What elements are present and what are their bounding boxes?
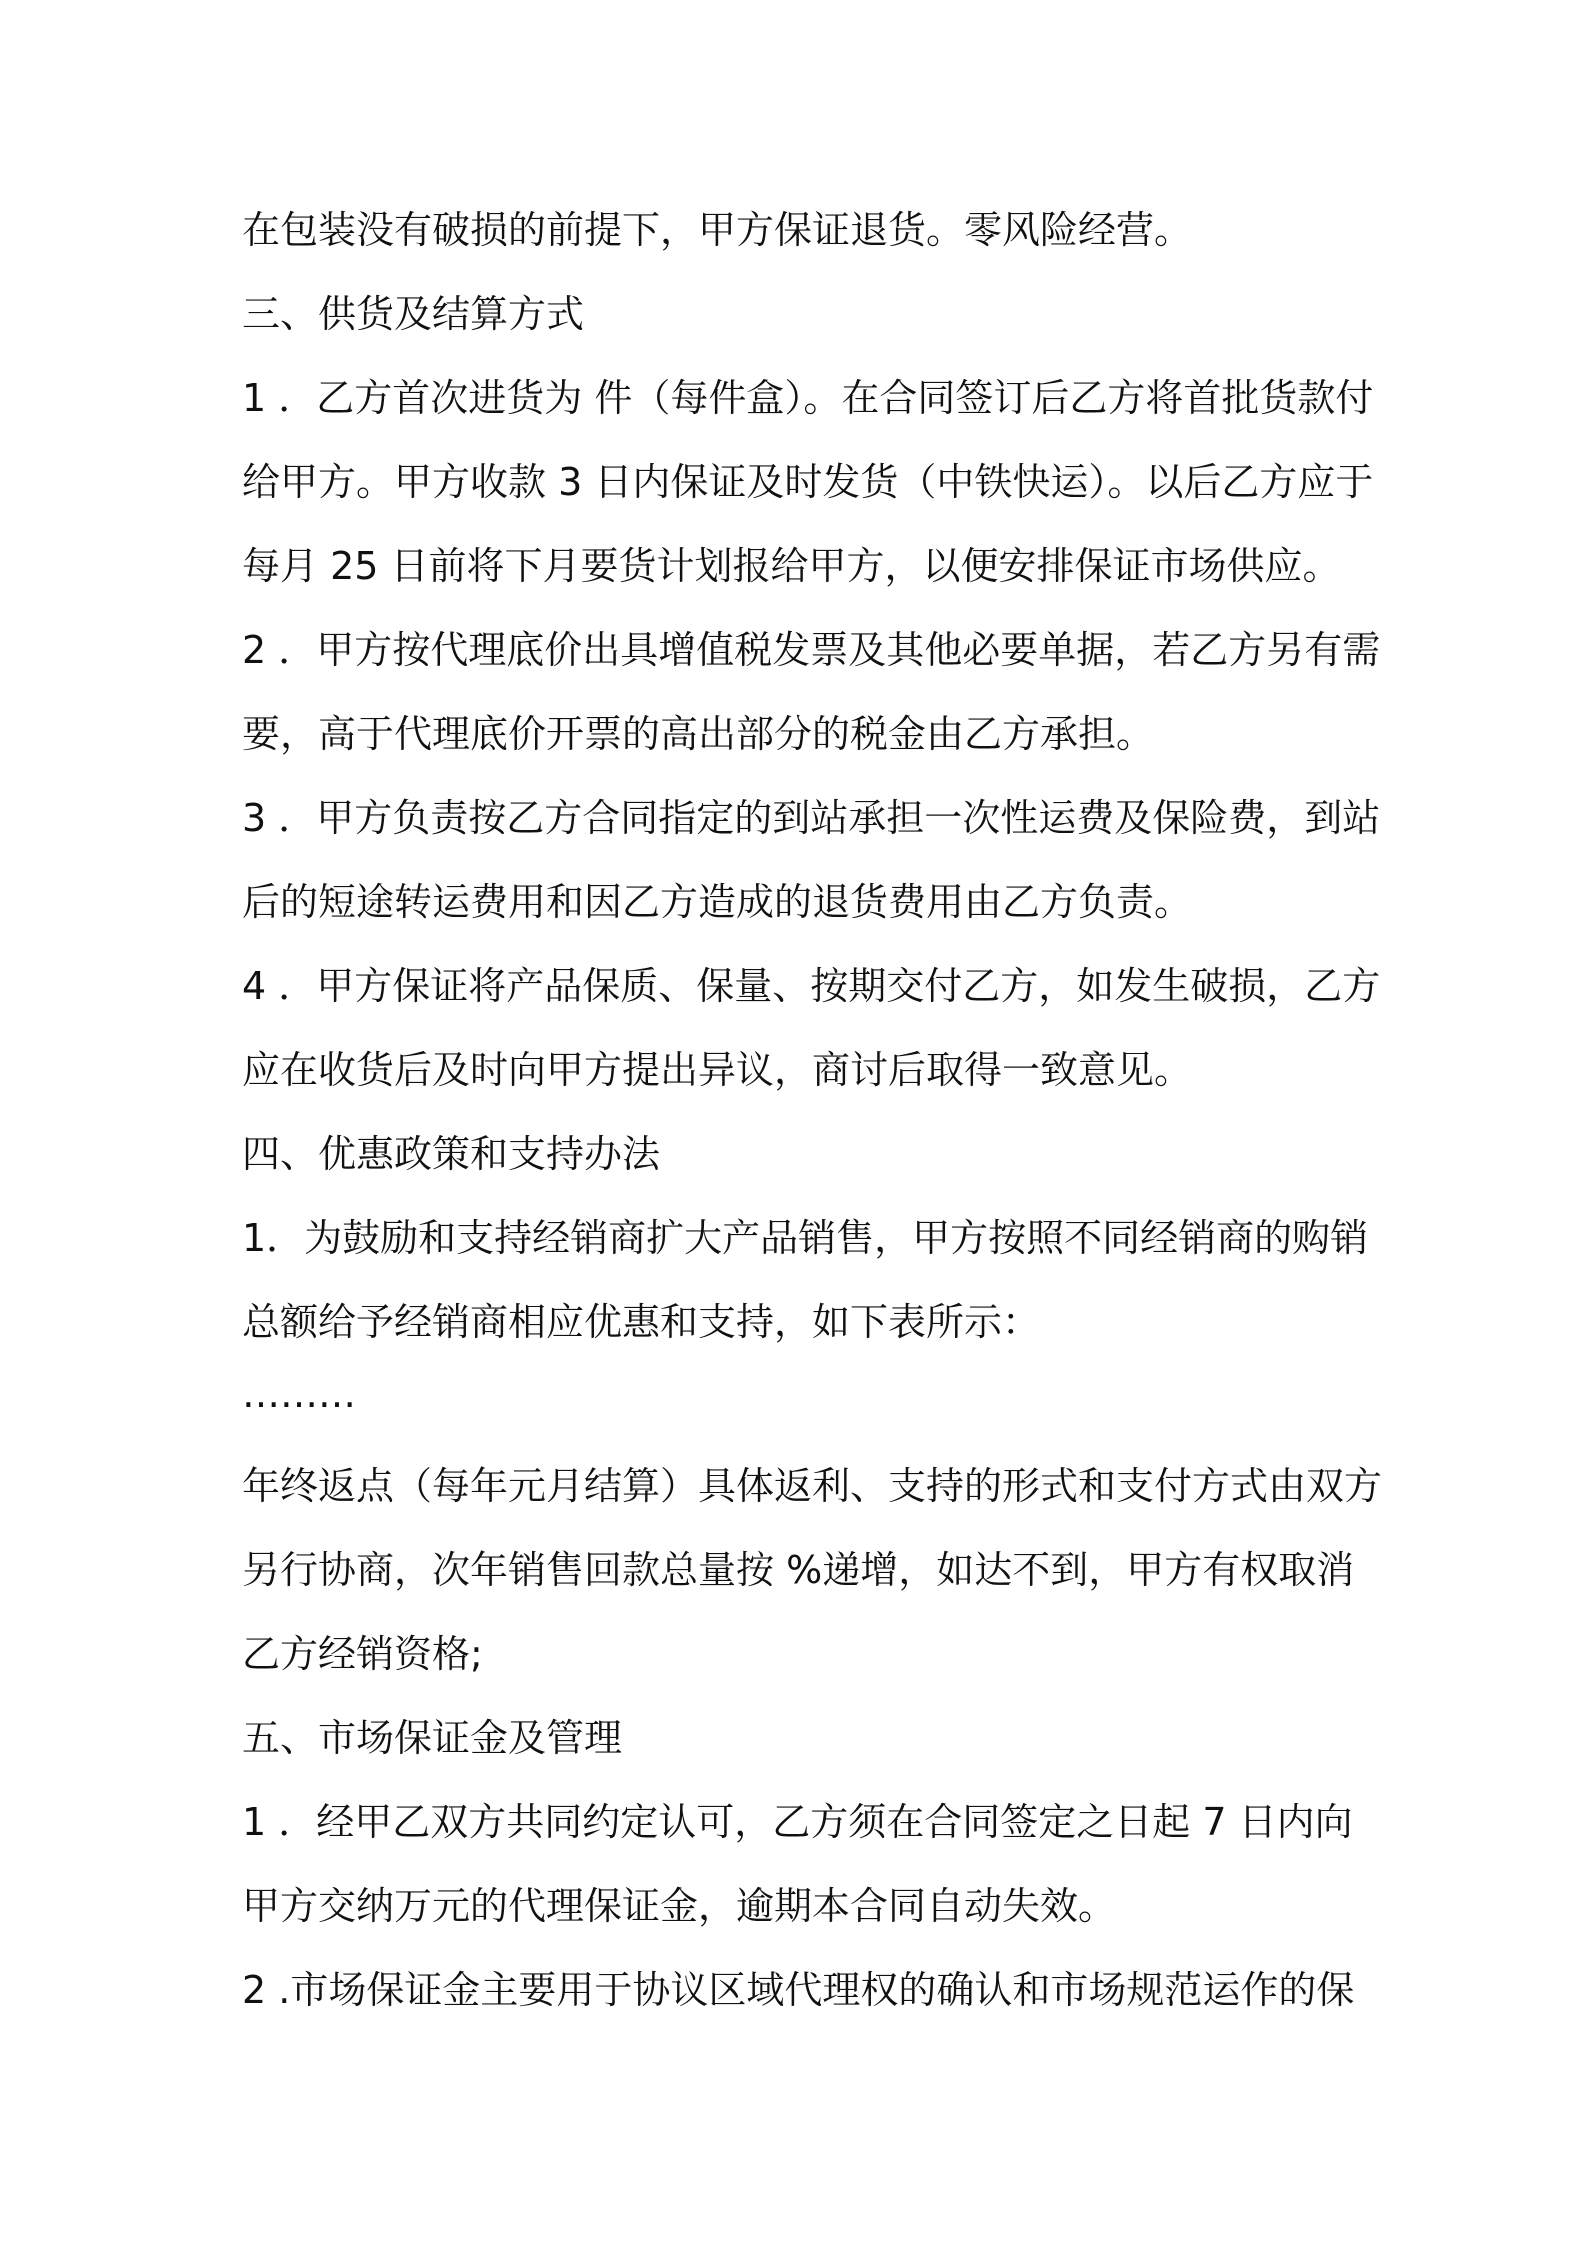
text-line-21: 甲方交纳万元的代理保证金，逾期本合同自动失效。 bbox=[242, 1884, 1117, 1928]
text-line-9: 后的短途转运费用和因乙方造成的退货费用由乙方负责。 bbox=[242, 880, 1193, 924]
text-line-17: 另行协商，次年销售回款总量按 %递增，如达不到，甲方有权取消 bbox=[242, 1548, 1355, 1592]
text-line-11: 应在收货后及时向甲方提出异议，商讨后取得一致意见。 bbox=[242, 1048, 1193, 1092]
text-line-4: 给甲方。甲方收款 3 日内保证及时发货（中铁快运）。以后乙方应于 bbox=[242, 460, 1374, 504]
text-line-3: 1 ．乙方首次进货为 件（每件盒）。在合同签订后乙方将首批货款付 bbox=[242, 376, 1374, 420]
text-line-1: 在包装没有破损的前提下，甲方保证退货。零风险经营。 bbox=[242, 208, 1193, 252]
section-heading-4: 四、优惠政策和支持办法 bbox=[242, 1132, 661, 1176]
text-line-18: 乙方经销资格; bbox=[242, 1632, 483, 1676]
text-line-20: 1 ．经甲乙双方共同约定认可，乙方须在合同签定之日起 7 日内向 bbox=[242, 1800, 1353, 1844]
text-line-16: 年终返点（每年元月结算）具体返利、支持的形式和支付方式由双方 bbox=[242, 1464, 1383, 1508]
text-line-7: 要，高于代理底价开票的高出部分的税金由乙方承担。 bbox=[242, 712, 1155, 756]
text-line-13: 1．为鼓励和支持经销商扩大产品销售，甲方按照不同经销商的购销 bbox=[242, 1216, 1369, 1260]
ellipsis-line: ……… bbox=[242, 1372, 356, 1416]
text-line-22: 2 .市场保证金主要用于协议区域代理权的确认和市场规范运作的保 bbox=[242, 1968, 1355, 2012]
section-heading-5: 五、市场保证金及管理 bbox=[242, 1716, 623, 1760]
text-line-10: 4 ．甲方保证将产品保质、保量、按期交付乙方，如发生破损，乙方 bbox=[242, 964, 1381, 1008]
text-line-14: 总额给予经销商相应优惠和支持，如下表所示： bbox=[242, 1300, 1041, 1344]
text-line-6: 2 ．甲方按代理底价出具增值税发票及其他必要单据，若乙方另有需 bbox=[242, 628, 1381, 672]
text-line-5: 每月 25 日前将下月要货计划报给甲方，以便安排保证市场供应。 bbox=[242, 544, 1341, 588]
text-line-8: 3 ．甲方负责按乙方合同指定的到站承担一次性运费及保险费，到站 bbox=[242, 796, 1381, 840]
section-heading-3: 三、供货及结算方式 bbox=[242, 292, 585, 336]
